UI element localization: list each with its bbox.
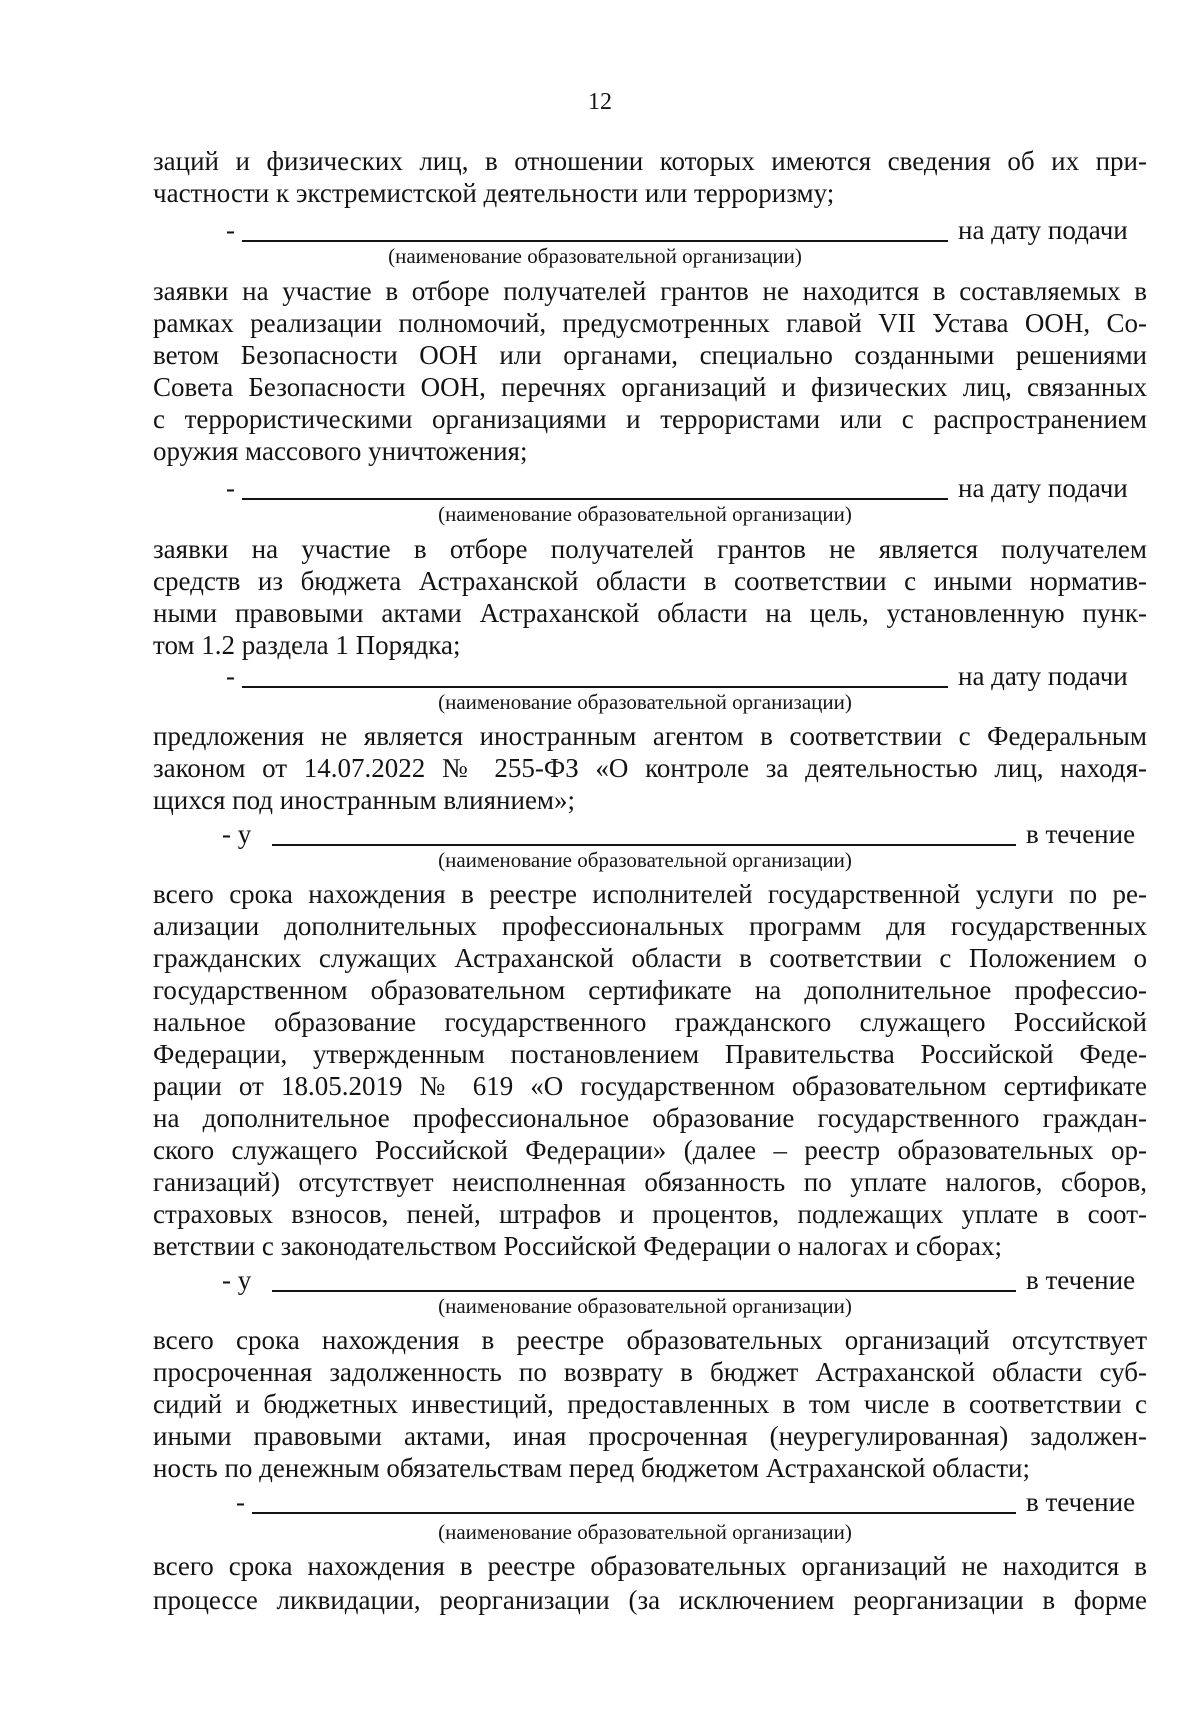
field-caption: (наименование образовательной организации) xyxy=(438,502,852,526)
page-number: 12 xyxy=(588,89,612,115)
text-line: Совета Безопасности ООН, перечнях организаций и физических лиц, связанных xyxy=(153,372,1147,402)
text-line: государственном образовательном сертификате на дополнительное профессио- xyxy=(153,975,1147,1005)
fill-dash: - у xyxy=(222,819,252,849)
fill-tail: на дату подачи xyxy=(958,661,1128,691)
text-line: предложения не является иностранным агентом в соответствии с Федеральным xyxy=(153,721,1147,751)
blank-field xyxy=(242,686,948,688)
text-line: страховых взносов, пеней, штрафов и процентов, подлежащих уплате в соот- xyxy=(153,1199,1147,1229)
text-line: оружия массового уничтожения; xyxy=(153,436,528,466)
text-line: заявки на участие в отборе получателей грантов не находится в составляемых в xyxy=(153,276,1147,306)
text-line: сидий и бюджетных инвестиций, предоставленных в том числе в соответствии с xyxy=(153,1389,1147,1419)
fill-dash: - xyxy=(226,661,235,691)
fill-dash: - xyxy=(226,473,235,503)
text-line: частности к экстремистской деятельности или терроризму; xyxy=(153,178,835,208)
text-line: иными правовыми актами, иная просроченная (неурегулированная) задолжен- xyxy=(153,1421,1147,1451)
text-line: с террористическими организациями и террористами или с распространением xyxy=(153,404,1147,434)
text-line: всего срока нахождения в реестре образовательных организаций отсутствует xyxy=(153,1325,1147,1355)
fill-tail: в течение xyxy=(1026,1487,1136,1517)
text-line: всего срока нахождения в реестре образовательных организаций не находится в xyxy=(153,1551,1147,1581)
fill-tail: на дату подачи xyxy=(958,215,1128,245)
text-line: рамках реализации полномочий, предусмотренных главой VII Устава ООН, Со- xyxy=(153,308,1147,338)
blank-field xyxy=(242,498,948,500)
text-line: всего срока нахождения в реестре исполнителей государственной услуги по ре- xyxy=(153,879,1147,909)
text-line: просроченная задолженность по возврату в бюджет Астраханской области суб- xyxy=(153,1357,1147,1387)
text-line: заций и физических лиц, в отношении которых имеются сведения об их при- xyxy=(153,146,1147,176)
text-line: ганизаций) отсутствует неисполненная обязанность по уплате налогов, сборов, xyxy=(153,1167,1147,1197)
text-line: гражданских служащих Астраханской области в соответствии с Положением о xyxy=(153,943,1147,973)
field-caption: (наименование образовательной организации) xyxy=(388,244,802,268)
text-line: Федерации, утвержденным постановлением Правительства Российской Феде- xyxy=(153,1039,1147,1069)
blank-field xyxy=(272,1290,1016,1292)
fill-dash: - xyxy=(226,215,235,245)
field-caption: (наименование образовательной организации) xyxy=(438,690,852,714)
text-line: ветствии с законодательством Российской Федерации о налогах и сборах; xyxy=(153,1231,1002,1261)
text-line: ными правовыми актами Астраханской области на цель, установленную пунк- xyxy=(153,598,1147,628)
text-line: ского служащего Российской Федерации» (далее – реестр образовательных ор- xyxy=(153,1135,1147,1165)
text-line: щихся под иностранным влиянием»; xyxy=(153,785,576,815)
blank-field xyxy=(272,844,1016,846)
field-caption: (наименование образовательной организации) xyxy=(438,848,852,872)
fill-tail: на дату подачи xyxy=(958,473,1128,503)
text-line: том 1.2 раздела 1 Порядка; xyxy=(153,630,461,660)
blank-field xyxy=(242,240,948,242)
field-caption: (наименование образовательной организации) xyxy=(438,1520,852,1544)
text-line: нальное образование государственного гражданского служащего Российской xyxy=(153,1007,1147,1037)
text-line: законом от 14.07.2022 № 255-ФЗ «О контроле за деятельностью лиц, находя- xyxy=(153,753,1147,783)
field-caption: (наименование образовательной организации) xyxy=(438,1294,852,1318)
fill-tail: в течение xyxy=(1026,819,1136,849)
fill-dash: - у xyxy=(222,1265,252,1295)
text-line: рации от 18.05.2019 № 619 «О государственном образовательном сертификате xyxy=(153,1071,1147,1101)
fill-dash: - xyxy=(236,1487,245,1517)
fill-tail: в течение xyxy=(1026,1265,1136,1295)
text-line: процессе ликвидации, реорганизации (за исключением реорганизации в форме xyxy=(153,1585,1147,1615)
text-line: заявки на участие в отборе получателей грантов не является получателем xyxy=(153,534,1147,564)
text-line: ность по денежным обязательствам перед бюджетом Астраханской области; xyxy=(153,1453,1030,1483)
blank-field xyxy=(252,1512,1016,1514)
text-line: ализации дополнительных профессиональных программ для государственных xyxy=(153,911,1147,941)
text-line: ветом Безопасности ООН или органами, специально созданными решениями xyxy=(153,340,1147,370)
text-line: средств из бюджета Астраханской области в соответствии с иными норматив- xyxy=(153,566,1147,596)
text-line: на дополнительное профессиональное образование государственного граждан- xyxy=(153,1103,1147,1133)
